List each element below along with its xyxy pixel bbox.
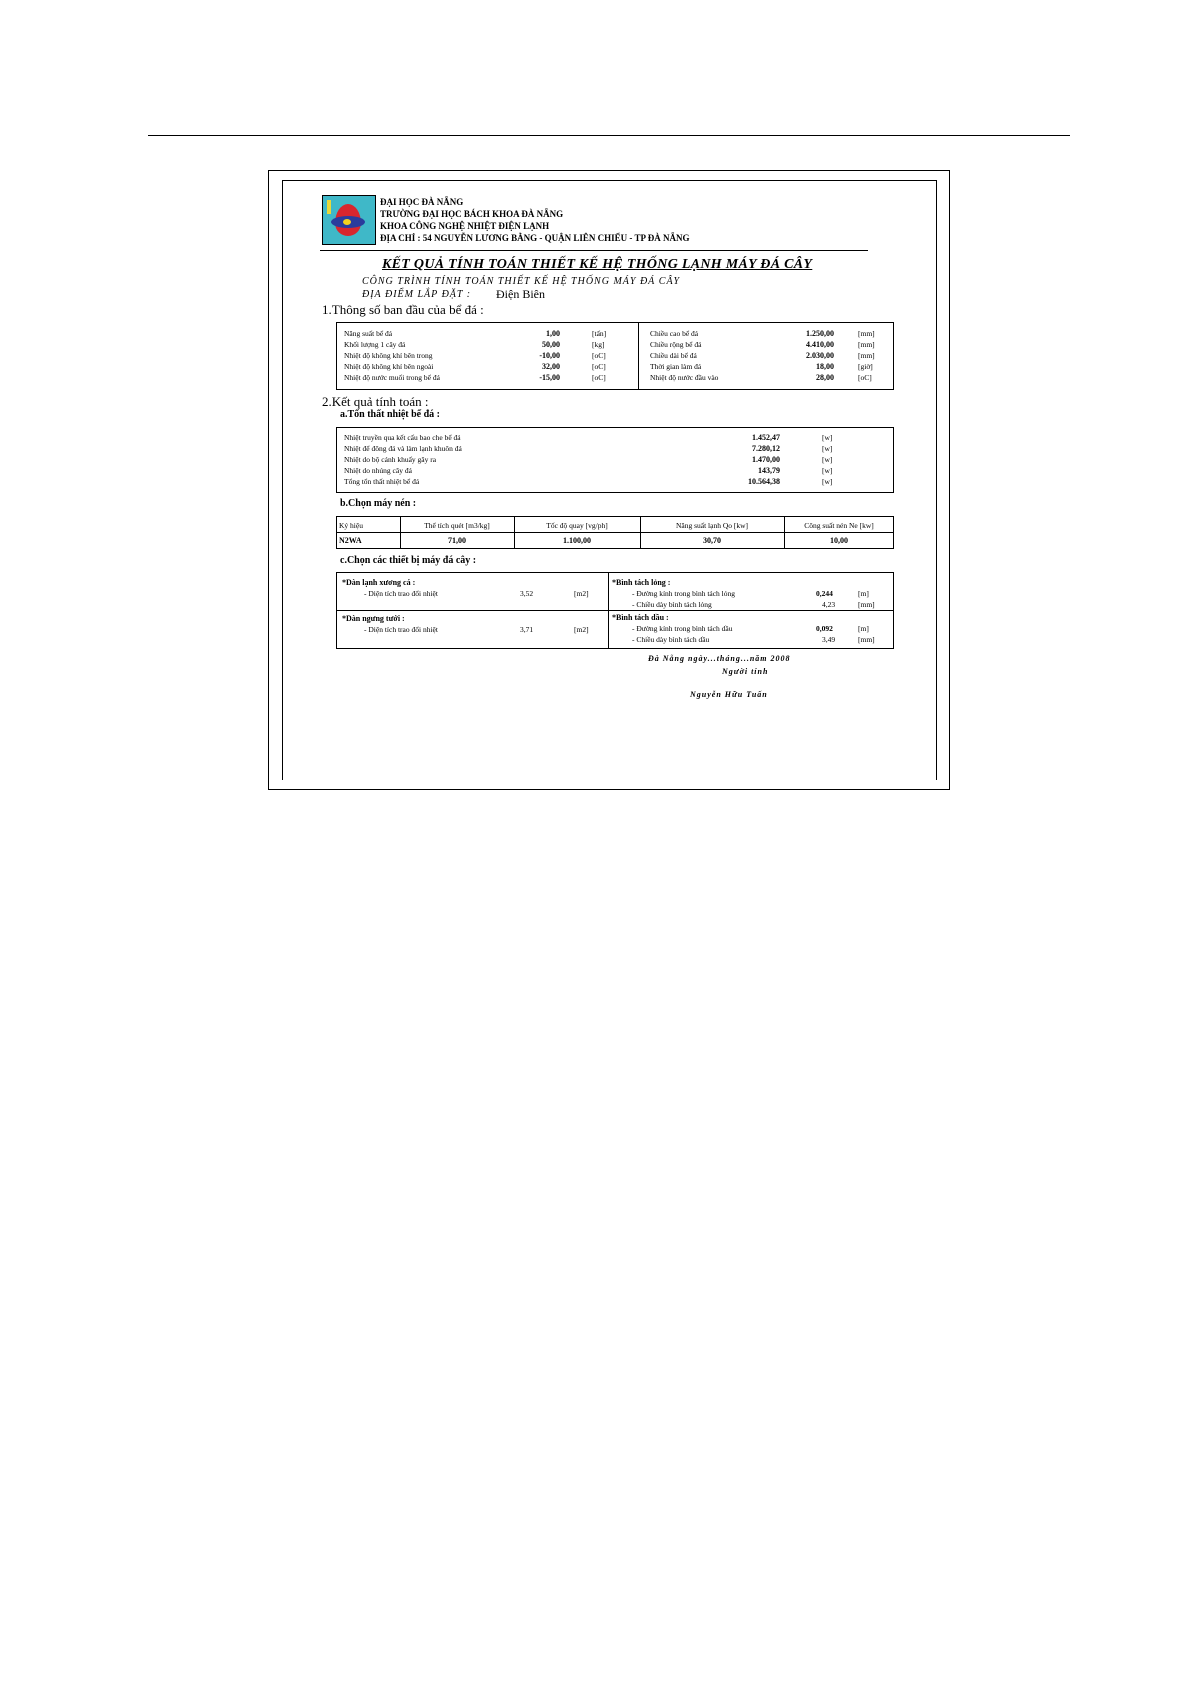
param-value: 28,00 [816, 373, 834, 382]
param-value: 1.250,00 [806, 329, 834, 338]
heat-loss-label: Tổng tổn thất nhiệt bể đá [344, 477, 420, 486]
heat-loss-unit: [w] [822, 444, 833, 453]
header-line-2: TRƯỜNG ĐẠI HỌC BÁCH KHOA ĐÀ NẴNG [380, 209, 564, 219]
param-value: 4.410,00 [806, 340, 834, 349]
param-value: 50,00 [542, 340, 560, 349]
param-label: Thời gian làm đá [650, 362, 702, 371]
header-line-4: ĐỊA CHỈ : 54 NGUYỄN LƯƠNG BẰNG - QUẬN LIÊN CHIỂU - TP ĐÀ NẴNG [380, 233, 690, 243]
condenser-unit: [m2] [574, 625, 589, 634]
frame-inner-top [282, 180, 936, 181]
heat-loss-label: Nhiệt do bộ cánh khuấy gây ra [344, 455, 437, 464]
heat-loss-unit: [w] [822, 477, 833, 486]
equipment-row-divider [336, 610, 894, 611]
param-unit: [mm] [858, 340, 875, 349]
param-unit: [oC] [592, 373, 606, 382]
logo-dot [343, 219, 351, 225]
param-unit: [giờ] [858, 362, 873, 371]
param-unit: [kg] [592, 340, 605, 349]
page-header-rule [148, 135, 1070, 136]
oil-separator-row-label: - Chiều dày bình tách dầu [632, 635, 710, 644]
section1-title: 1.Thông số ban đầu của bể đá : [322, 302, 484, 317]
liquid-separator-row-label: - Chiều dày bình tách lỏng [632, 600, 712, 609]
compressor-value-cell: N2WA [339, 536, 362, 545]
param-value: 2.030,00 [806, 351, 834, 360]
header-line-3: KHOA CÔNG NGHỆ NHIỆT ĐIỆN LẠNH [380, 221, 550, 231]
signature-date: Đà Nẵng ngày...tháng...năm 2008 [648, 654, 791, 663]
param-label: Chiều dài bể đá [650, 351, 697, 360]
compressor-value-cell: 1.100,00 [563, 536, 591, 545]
liquid-separator-title: *Bình tách lỏng : [612, 578, 671, 587]
oil-separator-row-unit: [mm] [858, 635, 875, 644]
header-line-1: ĐẠI HỌC ĐÀ NẴNG [380, 197, 464, 207]
param-value: 1,00 [546, 329, 560, 338]
section2-title: 2.Kết quả tính toán : [322, 394, 429, 409]
oil-separator-title: *Bình tách dầu : [612, 613, 669, 622]
liquid-separator-row-label: - Đường kính trong bình tách lỏng [632, 589, 736, 598]
compressor-value-cell: 30,70 [703, 536, 721, 545]
heat-loss-value: 143,79 [758, 466, 780, 475]
param-label: Chiều cao bể đá [650, 329, 699, 338]
param-value: -10,00 [539, 351, 560, 360]
evaporator-label: - Diện tích trao đổi nhiệt [364, 589, 438, 598]
section2c-title: c.Chọn các thiết bị máy đá cây : [340, 555, 477, 566]
heat-loss-unit: [w] [822, 466, 833, 475]
liquid-separator-row-value: 0,244 [816, 589, 833, 598]
param-unit: [mm] [858, 351, 875, 360]
compressor-header-cell: Năng suất lạnh Qo [kw] [675, 521, 749, 530]
param-label: Chiều rộng bể đá [650, 340, 702, 349]
signature-role: Người tính [722, 667, 769, 676]
evaporator-title: *Dàn lạnh xương cá : [342, 578, 416, 587]
evaporator-unit: [m2] [574, 589, 589, 598]
logo-bar [327, 200, 331, 214]
section1-divider [638, 322, 639, 390]
param-label: Khối lượng 1 cây đá [344, 340, 406, 349]
oil-separator-row-value: 0,092 [816, 624, 833, 633]
frame-inner-right [936, 180, 937, 780]
subtitle: CÔNG TRÌNH TÍNH TOÁN THIẾT KẾ HỆ THỐNG MÁY ĐÁ CÂY [362, 276, 681, 287]
liquid-separator-row-unit: [mm] [858, 600, 875, 609]
param-value: -15,00 [539, 373, 560, 382]
heat-loss-value: 1.470,00 [752, 455, 780, 464]
param-value: 32,00 [542, 362, 560, 371]
param-unit: [oC] [858, 373, 872, 382]
param-label: Năng suất bể đá [344, 329, 393, 338]
heat-loss-label: Nhiệt để đông đá và làm lạnh khuôn đá [344, 444, 462, 453]
param-unit: [tấn] [592, 329, 607, 338]
heat-loss-unit: [w] [822, 433, 833, 442]
location-value: Điện Biên [496, 287, 545, 301]
heat-loss-label: Nhiệt truyền qua kết cấu bao che bể đá [344, 433, 461, 442]
compressor-header-cell: Tốc độ quay [vg/ph] [546, 521, 608, 530]
header-rule [320, 250, 868, 251]
param-label: Nhiệt độ không khí bên ngoài [344, 362, 434, 371]
heat-loss-label: Nhiệt do nhúng cây đá [344, 466, 412, 475]
param-value: 18,00 [816, 362, 834, 371]
liquid-separator-row-value: 4,23 [822, 600, 836, 609]
compressor-value-cell: 10,00 [830, 536, 848, 545]
heat-loss-value: 7.280,12 [752, 444, 780, 453]
oil-separator-row-label: - Đường kính trong bình tách dầu [632, 624, 733, 633]
heat-loss-value: 10.564,38 [748, 477, 780, 486]
section2a-title: a.Tổn thất nhiệt bể đá : [340, 409, 441, 420]
compressor-header-cell: Công suất nén Ne [kw] [804, 521, 874, 530]
compressor-header-cell: Ký hiệu [339, 521, 363, 530]
condenser-title: *Dàn ngưng tưới : [342, 614, 405, 623]
section2b-title: b.Chọn máy nén : [340, 498, 417, 509]
evaporator-value: 3,52 [520, 589, 534, 598]
param-label: Nhiệt độ nước muối trong bể đá [344, 373, 440, 382]
param-unit: [mm] [858, 329, 875, 338]
compressor-table-header-rule [336, 532, 894, 533]
compressor-value-cell: 71,00 [448, 536, 466, 545]
condenser-label: - Diện tích trao đổi nhiệt [364, 625, 438, 634]
oil-separator-row-value: 3,49 [822, 635, 836, 644]
heat-loss-unit: [w] [822, 455, 833, 464]
signature-name: Nguyễn Hữu Tuấn [690, 690, 768, 699]
university-logo [322, 195, 376, 245]
param-unit: [oC] [592, 351, 606, 360]
condenser-value: 3,71 [520, 625, 534, 634]
liquid-separator-row-unit: [m] [858, 589, 869, 598]
location-label: ĐỊA ĐIỂM LẮP ĐẶT : [362, 289, 472, 300]
page-title: KẾT QUẢ TÍNH TOÁN THIẾT KẾ HỆ THỐNG LẠNH MÁY ĐÁ CÂY [382, 257, 813, 272]
heat-loss-value: 1.452,47 [752, 433, 780, 442]
param-unit: [oC] [592, 362, 606, 371]
compressor-header-cell: Thể tích quét [m3/kg] [424, 521, 490, 530]
oil-separator-row-unit: [m] [858, 624, 869, 633]
param-label: Nhiệt độ nước đầu vào [650, 373, 719, 382]
param-label: Nhiệt độ không khí bên trong [344, 351, 433, 360]
frame-inner-left [282, 180, 283, 780]
